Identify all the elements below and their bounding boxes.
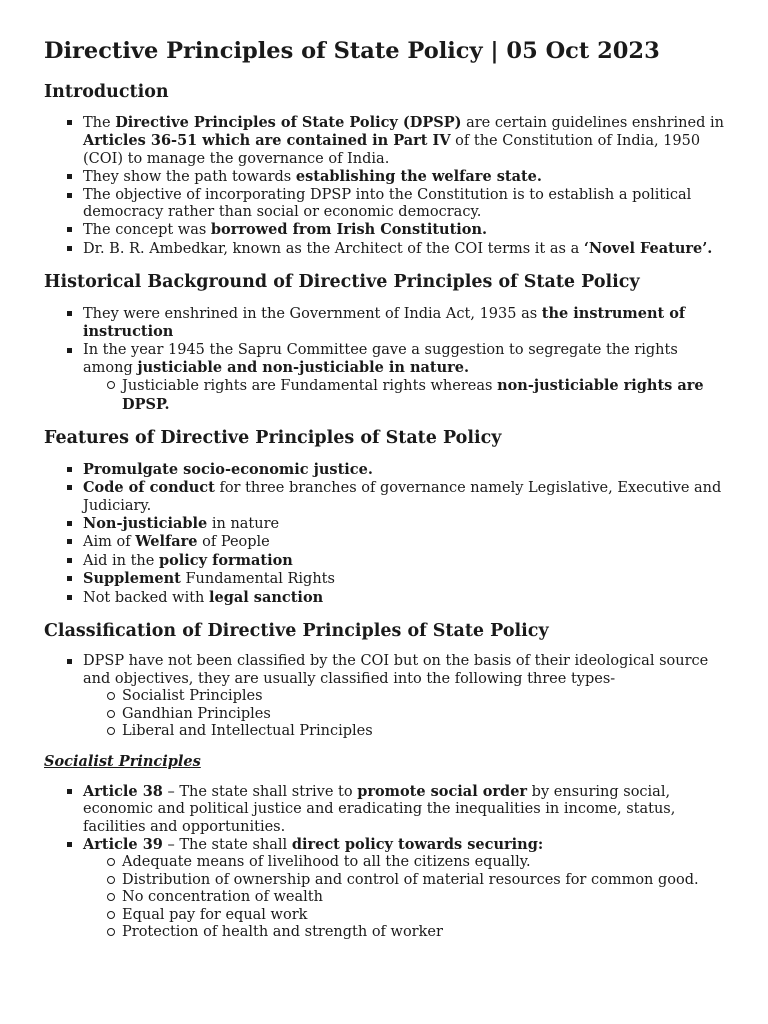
text-run: of the Constitution of India, 1950 (COI) to manage the governance of India.	[83, 133, 701, 167]
bold-text: promote social order	[357, 782, 528, 800]
text-run: They show the path towards	[83, 169, 296, 186]
text-run: The concept was	[83, 222, 211, 239]
text-run: Justiciable rights are Fundamental rights whereas	[122, 378, 498, 395]
list-item	[83, 221, 724, 239]
socialist-list	[44, 783, 724, 942]
list-item	[83, 515, 724, 533]
text-run: In the year 1945 the Sapru Committee gave a suggestion to segregate the rights among	[83, 341, 678, 376]
features-list	[44, 461, 724, 607]
section-socialist-principles	[44, 752, 724, 941]
sub-list-item: Socialist Principles	[122, 688, 724, 705]
list-item-text	[83, 837, 543, 853]
bold-text: ‘Novel Feature’.	[583, 239, 713, 257]
heading-historical-background: Historical Background of Directive Principles of State Policy	[44, 272, 640, 293]
sub-list-item: Equal pay for equal work	[122, 907, 724, 924]
list-item-text: DPSP have not been classified by the COI but on the basis of their ideological source and objectives, they are usually classified into the following three types-	[83, 653, 709, 687]
classification-types-list	[83, 688, 724, 740]
heading-socialist-principles: Socialist Principles	[44, 753, 201, 771]
list-item	[83, 552, 724, 570]
bold-text: the instrument of instruction	[83, 304, 686, 341]
sub-list-item: Distribution of ownership and control of material resources for common good.	[122, 872, 724, 889]
page-title: Directive Principles of State Policy | 05 Oct 2023	[44, 38, 660, 64]
text-run: Dr. B. R. Ambedkar, known as the Architect of the COI terms it as a	[83, 240, 584, 257]
text-run: Aid in the	[83, 552, 159, 569]
bold-text: borrowed from Irish Constitution.	[210, 221, 488, 239]
section-classification	[44, 619, 724, 741]
bold-text: Code of conduct	[83, 479, 215, 497]
sub-list-item: Protection of health and strength of worker	[122, 924, 724, 941]
text-run: by ensuring social, economic and political justice and eradicating the inequalities in income, status, facilities and opportunities.	[83, 783, 676, 835]
bold-text: Promulgate socio-economic justice.	[83, 460, 373, 478]
list-item	[83, 305, 724, 342]
section-features	[44, 426, 724, 607]
text-run: They were enshrined in the Government of India Act, 1935 as	[83, 305, 542, 322]
bold-text: Directive Principles of State Policy (DPSP)	[115, 114, 462, 131]
bold-text: non-justiciable rights are DPSP.	[122, 377, 704, 413]
text-run: – The state shall	[162, 836, 292, 853]
sub-list-item: Liberal and Intellectual Principles	[122, 723, 724, 740]
list-item	[83, 342, 724, 415]
text-run: – The state shall strive to	[162, 783, 358, 800]
list-item	[83, 653, 724, 740]
bold-text: establishing the welfare state.	[295, 168, 542, 186]
list-item	[83, 168, 724, 186]
heading-classification: Classification of Directive Principles of State Policy	[44, 620, 549, 641]
historical-sublist	[83, 377, 724, 414]
bold-text: policy formation	[158, 551, 293, 569]
bold-text: direct policy towards securing:	[291, 835, 544, 853]
list-item	[83, 570, 724, 588]
bold-text: Non-justiciable	[83, 514, 208, 532]
text-run: are certain guidelines enshrined in	[461, 115, 724, 131]
list-item	[83, 187, 724, 222]
bold-text: legal sanction	[208, 588, 324, 606]
sub-list-item	[122, 377, 724, 414]
list-item	[83, 589, 724, 607]
bold-text: justiciable and non-justiciable in nature.	[137, 358, 470, 376]
text-run: The	[83, 115, 116, 131]
sub-list-item: No concentration of wealth	[122, 889, 724, 906]
list-item	[83, 114, 724, 168]
introduction-list	[44, 114, 724, 258]
list-item	[83, 461, 724, 479]
article-39-sublist	[83, 854, 724, 941]
bold-text: Supplement	[83, 570, 181, 588]
bold-text: Welfare	[135, 533, 198, 551]
text-run: Fundamental Rights	[180, 571, 335, 588]
classification-list	[44, 653, 724, 740]
text-run: Not backed with	[83, 589, 209, 606]
list-item	[83, 533, 724, 551]
list-item	[83, 479, 724, 515]
heading-features: Features of Directive Principles of State Policy	[44, 428, 502, 449]
list-item	[83, 783, 724, 836]
section-introduction	[44, 80, 724, 259]
sub-list-item: Adequate means of livelihood to all the citizens equally.	[122, 854, 724, 871]
list-item	[83, 240, 724, 258]
heading-introduction: Introduction	[44, 81, 169, 102]
bold-text: Article 39	[83, 835, 163, 853]
sub-list-item: Gandhian Principles	[122, 706, 724, 723]
historical-list	[44, 305, 724, 414]
text-run: Aim of	[83, 534, 136, 551]
list-item	[83, 836, 724, 941]
list-item-text	[83, 342, 678, 376]
bold-text: Article 38	[83, 782, 163, 800]
text-run: in nature	[207, 515, 280, 532]
bold-text: Articles 36-51 which are contained in Part IV	[83, 132, 451, 150]
text-run: of People	[197, 534, 270, 551]
text-run: for three branches of governance namely Legislative, Executive and Judiciary.	[83, 480, 722, 514]
text-run: The objective of incorporating DPSP into the Constitution is to establish a political democracy rather than social or economic democracy.	[83, 186, 692, 221]
section-historical-background	[44, 270, 724, 414]
